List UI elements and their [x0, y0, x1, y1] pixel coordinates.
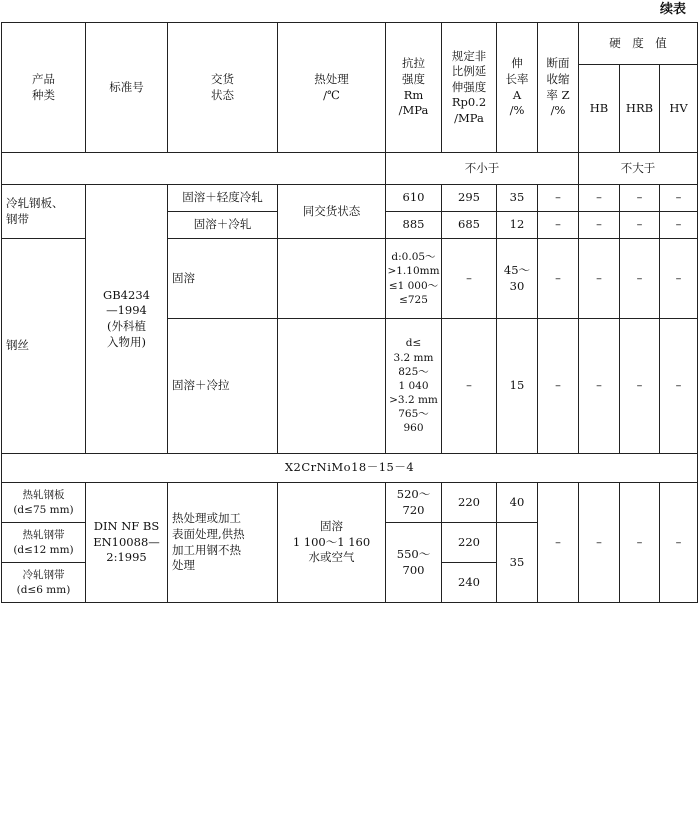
grade-row: X2CrNiMo18－15－4: [2, 454, 698, 483]
product-hot-rolled-plate: 热轧钢板 (d≤75 mm): [2, 483, 86, 523]
heat-cell: [278, 319, 386, 454]
hb-cell: –: [579, 212, 620, 239]
yield-cell: –: [442, 239, 497, 319]
elongation-cell: 12: [497, 212, 538, 239]
heat-cell: [278, 239, 386, 319]
hv-cell: –: [660, 239, 698, 319]
elongation-cell: 35: [497, 185, 538, 212]
product-hot-rolled-strip: 热轧钢带 (d≤12 mm): [2, 523, 86, 563]
yield-cell: 220: [442, 483, 497, 523]
standard-din-en10088-2: DIN NF BS EN10088— 2:1995: [86, 483, 168, 603]
tensile-cell: d:0.05～ >1.10mm ≤1 000～ ≤725: [386, 239, 442, 319]
tensile-cell: 550～ 700: [386, 523, 442, 603]
standard-gb4234: GB4234 —1994 (外科植 入物用): [86, 185, 168, 454]
heat-cell: 固溶 1 100～1 160 水或空气: [278, 483, 386, 603]
product-cold-rolled-strip: 冷轧钢带 (d≤6 mm): [2, 563, 86, 603]
heat-cell: 同交货状态: [278, 185, 386, 239]
hv-cell: –: [660, 483, 698, 603]
header-not-less: 不小于: [386, 153, 579, 185]
header-elongation: 伸 长率 A /%: [497, 23, 538, 153]
elongation-cell: 35: [497, 523, 538, 603]
hb-cell: –: [579, 185, 620, 212]
delivery-cell: 热处理或加工 表面处理,供热 加工用钢不热 处理: [168, 483, 278, 603]
reduction-cell: –: [538, 212, 579, 239]
header-standard: 标准号: [86, 23, 168, 153]
header-reduction: 断面 收缩 率 Z /%: [538, 23, 579, 153]
hrb-cell: –: [620, 319, 660, 454]
hb-cell: –: [579, 319, 620, 454]
tensile-cell: 885: [386, 212, 442, 239]
tensile-cell: 610: [386, 185, 442, 212]
steel-properties-table: [1, 22, 698, 603]
hv-cell: –: [660, 319, 698, 454]
header-hv: HV: [660, 65, 698, 153]
delivery-cell: 固溶＋冷拉: [168, 319, 278, 454]
reduction-cell: –: [538, 319, 579, 454]
hv-cell: –: [660, 185, 698, 212]
hv-cell: –: [660, 212, 698, 239]
header-delivery: 交货 状态: [168, 23, 278, 153]
reduction-cell: –: [538, 483, 579, 603]
hrb-cell: –: [620, 212, 660, 239]
elongation-cell: 15: [497, 319, 538, 454]
hrb-cell: –: [620, 185, 660, 212]
product-cold-rolled: 冷轧钢板、 钢带: [2, 185, 86, 239]
tensile-cell: 520～ 720: [386, 483, 442, 523]
header-hrb: HRB: [620, 65, 660, 153]
yield-cell: 295: [442, 185, 497, 212]
reduction-cell: –: [538, 239, 579, 319]
reduction-cell: –: [538, 185, 579, 212]
header-heat-treatment: 热处理 /℃: [278, 23, 386, 153]
header-not-more: 不大于: [579, 153, 698, 185]
header-blank: [2, 153, 386, 185]
yield-cell: 220: [442, 523, 497, 563]
header-product: 产品 种类: [2, 23, 86, 153]
yield-cell: 240: [442, 563, 497, 603]
tensile-cell: d≤ 3.2 mm 825～ 1 040 >3.2 mm 765～ 960: [386, 319, 442, 454]
hb-cell: –: [579, 239, 620, 319]
header-hardness: 硬 度 值: [579, 23, 698, 65]
elongation-cell: 45～ 30: [497, 239, 538, 319]
yield-cell: –: [442, 319, 497, 454]
header-yield-strength: 规定非 比例延 伸强度 Rp0.2 /MPa: [442, 23, 497, 153]
hrb-cell: –: [620, 239, 660, 319]
hrb-cell: –: [620, 483, 660, 603]
elongation-cell: 40: [497, 483, 538, 523]
header-hb: HB: [579, 65, 620, 153]
hb-cell: –: [579, 483, 620, 603]
delivery-cell: 固溶＋冷轧: [168, 212, 278, 239]
delivery-cell: 固溶＋轻度冷轧: [168, 185, 278, 212]
continued-label: 续表: [659, 2, 686, 17]
yield-cell: 685: [442, 212, 497, 239]
product-wire: 钢丝: [2, 239, 86, 454]
header-tensile-strength: 抗拉 强度 Rm /MPa: [386, 23, 442, 153]
delivery-cell: 固溶: [168, 239, 278, 319]
